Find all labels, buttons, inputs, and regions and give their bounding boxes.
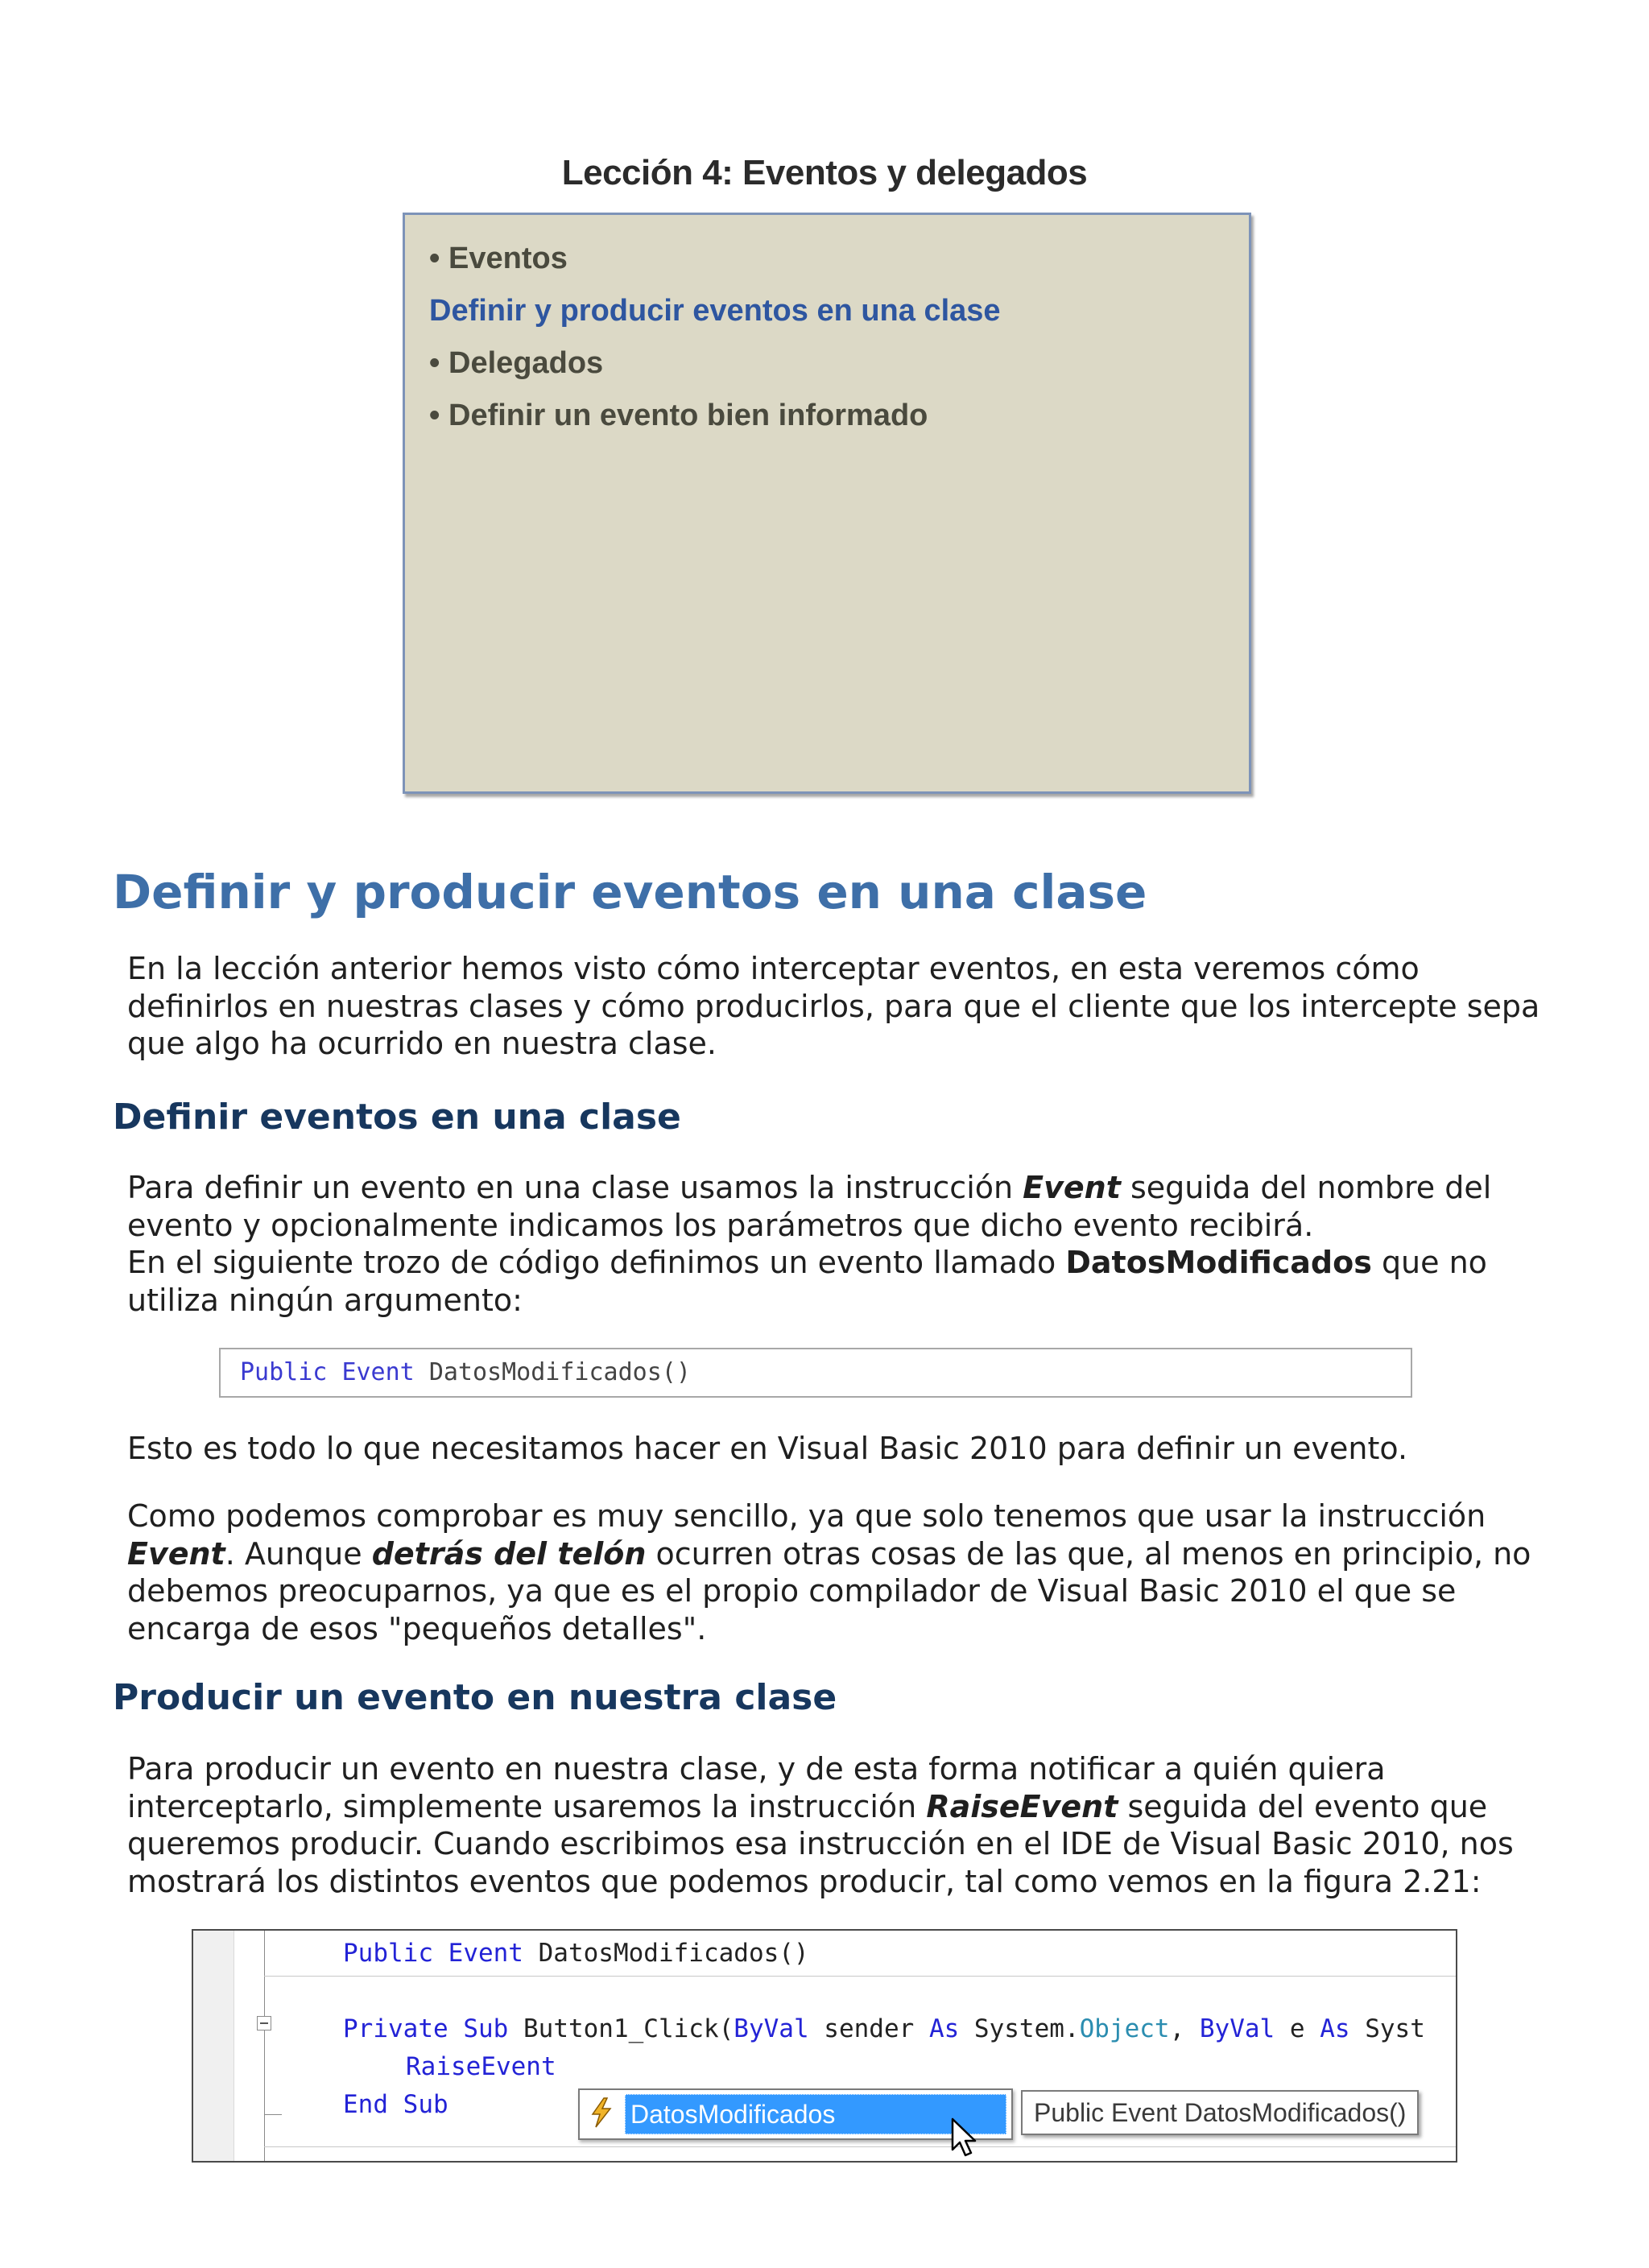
text-line: definirlos en nuestras clases y cómo producirlos, para que el cliente que los intercepte sepa xyxy=(127,988,1540,1024)
code-identifier: sender xyxy=(808,2014,929,2043)
bullet: • xyxy=(429,242,440,275)
keyword-event: Event xyxy=(1023,1170,1121,1205)
section-heading-definir: Definir eventos en una clase xyxy=(113,1097,681,1138)
outline-end-tick xyxy=(264,2114,282,2115)
code-identifier: e xyxy=(1275,2014,1320,2043)
collapse-toggle-icon[interactable] xyxy=(257,2016,271,2030)
code-keyword: RaiseEvent xyxy=(406,2052,556,2081)
intellisense-list[interactable] xyxy=(578,2088,1013,2140)
text-line: Para producir un evento en nuestra clase, y de esta forma notificar a quién quiera xyxy=(127,1751,1386,1787)
code-separator xyxy=(264,1976,1457,1977)
page-title: Definir y producir eventos en una clase xyxy=(113,865,1147,919)
intro-paragraph xyxy=(127,950,1540,1063)
slide-topic-list xyxy=(429,233,1001,442)
code-keyword: Event xyxy=(448,1939,523,1968)
slide-item-label: Delegados xyxy=(448,346,604,380)
code-identifier: DatosModificados() xyxy=(428,1358,691,1386)
text-line: Como podemos comprobar es muy sencillo, ya que solo tenemos que usar la instrucción xyxy=(127,1498,1486,1534)
slide-item-evento-informado xyxy=(429,390,1001,442)
text-line: evento y opcionalmente indicamos los parámetros que dicho evento recibirá. xyxy=(127,1207,1314,1243)
text-line xyxy=(127,1244,1528,1282)
slide-item-label: Definir y producir eventos en una clase xyxy=(429,294,1001,328)
bullet: • xyxy=(429,399,440,432)
code-identifier: Syst xyxy=(1349,2014,1425,2043)
text-line: queremos producir. Cuando escribimos esa instrucción en el IDE de Visual Basic 2010, nos xyxy=(127,1826,1514,1861)
code-identifier: Button1_Click( xyxy=(508,2014,734,2043)
text-run: . Aunque xyxy=(225,1535,372,1572)
text-line: Esto es todo lo que necesitamos hacer en Visual Basic 2010 para definir un evento. xyxy=(127,1431,1408,1466)
producir-paragraph xyxy=(127,1750,1528,1900)
code-keyword: Public xyxy=(240,1358,328,1386)
code-separator-bottom xyxy=(264,2146,1457,2147)
keyword-event: Event xyxy=(127,1535,225,1572)
ide-screenshot xyxy=(192,1929,1457,2163)
code-keyword: As xyxy=(1320,2014,1350,2043)
text-run: Para definir un evento en una clase usamos la instrucción xyxy=(127,1170,1023,1205)
editor-gutter xyxy=(193,1931,234,2161)
slide-item-delegados xyxy=(429,337,1001,390)
text-run: seguida del nombre del xyxy=(1120,1170,1492,1205)
emphasis: detrás del telón xyxy=(371,1535,647,1572)
text-line: utiliza ningún argumento: xyxy=(127,1282,523,1318)
slide-item-eventos xyxy=(429,233,1001,285)
text-line: mostrará los distintos eventos que podemos producir, tal como vemos en la figura 2.21: xyxy=(127,1863,1482,1899)
text-line xyxy=(127,1788,1528,1826)
code-keyword: ByVal xyxy=(734,2014,809,2043)
slide-item-definir-producir xyxy=(429,285,1001,337)
text-line xyxy=(127,1169,1528,1207)
mouse-cursor-icon xyxy=(950,2117,982,2159)
slide-title: Lección 4: Eventos y delegados xyxy=(561,153,1088,192)
code-snippet xyxy=(219,1348,1412,1398)
code-identifier: DatosModificados() xyxy=(523,1939,809,1968)
outline-line xyxy=(264,1931,265,2161)
text-line: En la lección anterior hemos visto cómo interceptar eventos, en esta veremos cómo xyxy=(127,951,1420,986)
event-lightning-icon xyxy=(586,2097,617,2130)
text-run: ocurren otras cosas de las que, al menos en principio, no xyxy=(646,1535,1531,1572)
code-keyword: End xyxy=(343,2090,388,2119)
code-line-raiseevent[interactable] xyxy=(406,2052,556,2081)
text-run: seguida del evento que xyxy=(1118,1788,1488,1824)
intellisense-tooltip: Public Event DatosModificados() xyxy=(1021,2090,1419,2135)
definir-paragraph xyxy=(127,1169,1528,1319)
slide-item-label: Definir un evento bien informado xyxy=(448,399,928,432)
code-keyword: Sub xyxy=(463,2014,509,2043)
intellisense-item-datosmodificados[interactable]: DatosModificados xyxy=(625,2094,1006,2134)
text-run: que no xyxy=(1371,1245,1487,1280)
text-line: debemos preocuparnos, ya que es el propio compilador de Visual Basic 2010 el que se xyxy=(127,1573,1457,1609)
code-keyword: Event xyxy=(341,1358,415,1386)
slide-panel xyxy=(403,213,1251,794)
text-line: encarga de esos "pequeños detalles". xyxy=(127,1610,707,1646)
text-run: interceptarlo, simplemente usaremos la instrucción xyxy=(127,1788,927,1824)
code-keyword: ByVal xyxy=(1199,2014,1275,2043)
code-type: Object xyxy=(1079,2014,1170,2043)
code-line-event-declaration[interactable] xyxy=(343,1939,809,1968)
code-line-sub-declaration[interactable] xyxy=(343,2014,1425,2043)
code-keyword: Public xyxy=(343,1939,433,1968)
code-keyword: Private xyxy=(343,2014,448,2043)
code-identifier: System. xyxy=(959,2014,1080,2043)
explanation-paragraph xyxy=(127,1498,1531,1647)
bullet: • xyxy=(429,346,440,380)
section-heading-producir: Producir un evento en nuestra clase xyxy=(113,1677,837,1718)
text-line: que algo ha ocurrido en nuestra clase. xyxy=(127,1026,717,1061)
text-run: En el siguiente trozo de código definimos un evento llamado xyxy=(127,1245,1066,1280)
text-line xyxy=(127,1535,1531,1573)
code-line-end-sub[interactable] xyxy=(343,2090,448,2119)
code-keyword: As xyxy=(928,2014,960,2043)
code-identifier: , xyxy=(1169,2014,1200,2043)
event-name: DatosModificados xyxy=(1065,1245,1372,1280)
summary-paragraph xyxy=(127,1430,1528,1468)
keyword-raiseevent: RaiseEvent xyxy=(926,1788,1118,1824)
slide-item-label: Eventos xyxy=(448,242,568,275)
code-keyword: Sub xyxy=(403,2090,448,2119)
